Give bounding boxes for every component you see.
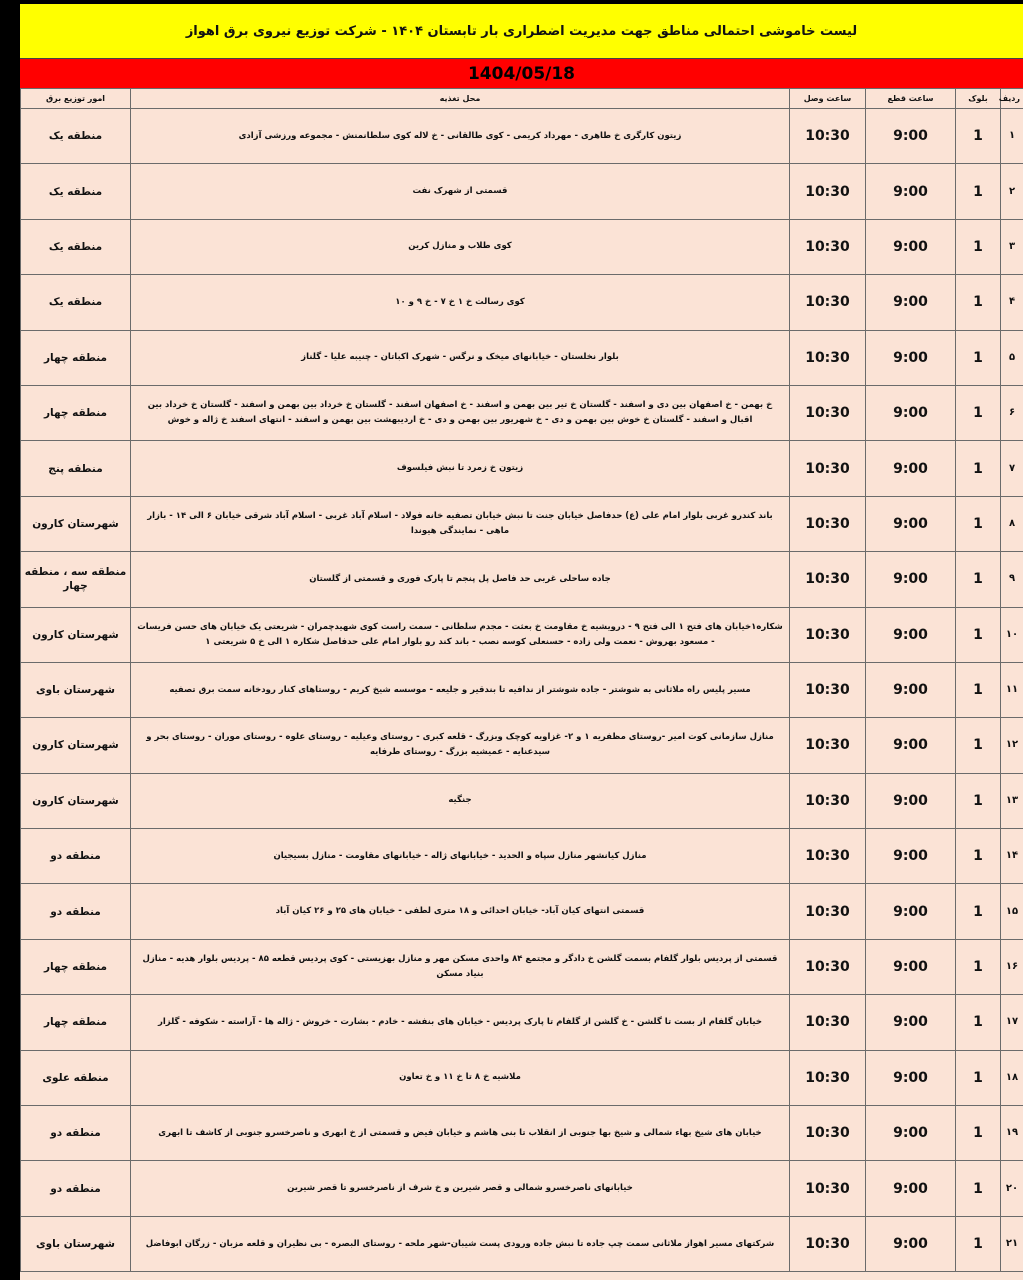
cut-time-cell: 9:00 <box>866 718 956 773</box>
block-cell: 1 <box>956 884 1001 939</box>
table-row <box>21 1161 1023 1216</box>
affairs-cell: شهرستان کارون <box>21 773 131 828</box>
block-cell: 1 <box>956 330 1001 385</box>
block-cell: 1 <box>956 164 1001 219</box>
block-cell: 1 <box>956 385 1001 440</box>
location-cell: زیتون خ زمرد تا نبش فیلسوف <box>131 441 790 496</box>
header-row-number: ردیف <box>1001 89 1023 109</box>
connect-time-cell: 10:30 <box>790 441 866 496</box>
cut-time-cell: 9:00 <box>866 662 956 717</box>
block-cell: 1 <box>956 275 1001 330</box>
table-row <box>21 884 1023 939</box>
table-row <box>21 829 1023 884</box>
header-affairs: امور توزیع برق <box>21 89 131 109</box>
location-cell: شکاره۱خیابان های فتح ۱ الی فتح ۹ - درویشیه خ مقاومت خ بعثت - مجدم سلطانی - سمت راست کوی شهیدچمران - شریعتی یک خیابان های حسن فریسات - مسعود بهروش - نعمت ولی زاده - حسنعلی کوسه نصب - باند کند رو بلوار امام علی حدفاصل شکاره ۱ الی خ ۵ شریعتی ۱ <box>131 607 790 662</box>
block-cell: 1 <box>956 496 1001 551</box>
block-cell: 1 <box>956 829 1001 884</box>
cut-time-cell: 9:00 <box>866 884 956 939</box>
location-cell: خ بهمن - خ اصفهان بین دی و اسفند - گلستان خ تیر بین بهمن و اسفند - خ اصفهان اسفند - گلستان خ خرداد بین بهمن و اسفند - گلستان خ خرداد بین اقبال و اسفند - گلستان خ خوش بین بهمن و دی - خ شهریور بین بهمن و دی - خ اردیبهشت بین بهمن و اسفند - انتهای اسفند خ ژاله و خوش <box>131 385 790 440</box>
table-row <box>21 607 1023 662</box>
location-cell: منازل سازمانی کوت امیر -روستای مظفریه ۱ و ۲- غزاویه کوچک وبزرگ - قلعه کبری - روستای وعیلیه - روستای علوه - روستای موران - روستای بحر و سیدعنایه - عمیشیه بزرگ - روستای طرفایه <box>131 718 790 773</box>
affairs-cell: منطقه دو <box>21 884 131 939</box>
row-number-cell: ۹ <box>1001 552 1023 607</box>
table-row <box>21 1050 1023 1105</box>
header-connect-time: ساعت وصل <box>790 89 866 109</box>
page-title: لیست خاموشی احتمالی مناطق جهت مدیریت اضطراری بار تابستان ۱۴۰۴ - شرکت توزیع نیروی برق اهواز <box>20 4 1023 59</box>
connect-time-cell: 10:30 <box>790 939 866 994</box>
affairs-cell: منطقه چهار <box>21 385 131 440</box>
connect-time-cell: 10:30 <box>790 995 866 1050</box>
row-number-cell: ۱۴ <box>1001 829 1023 884</box>
affairs-cell: منطقه دو <box>21 1161 131 1216</box>
affairs-cell: منطقه چهار <box>21 939 131 994</box>
row-number-cell: ۶ <box>1001 385 1023 440</box>
outage-sheet <box>20 4 1023 1280</box>
table-row <box>21 441 1023 496</box>
cut-time-cell: 9:00 <box>866 496 956 551</box>
location-cell: مسیر پلیس راه ملاثانی به شوشتر - جاده شوشتر از ندافیه تا بندقیر و جلیعه - موسسه شیخ کریم - روستاهای کنار رودخانه سمت برق تصفیه <box>131 662 790 717</box>
table-row <box>21 718 1023 773</box>
row-number-cell: ۲ <box>1001 164 1023 219</box>
block-cell: 1 <box>956 1161 1001 1216</box>
block-cell: 1 <box>956 441 1001 496</box>
affairs-cell: منطقه یک <box>21 219 131 274</box>
block-cell: 1 <box>956 718 1001 773</box>
cut-time-cell: 9:00 <box>866 773 956 828</box>
connect-time-cell: 10:30 <box>790 607 866 662</box>
cut-time-cell: 9:00 <box>866 995 956 1050</box>
affairs-cell: شهرستان کارون <box>21 718 131 773</box>
table-header-row <box>21 89 1023 109</box>
affairs-cell: منطقه چهار <box>21 330 131 385</box>
connect-time-cell: 10:30 <box>790 1106 866 1161</box>
affairs-cell: منطقه چهار <box>21 995 131 1050</box>
row-number-cell: ۳ <box>1001 219 1023 274</box>
affairs-cell: شهرستان باوی <box>21 662 131 717</box>
table-body <box>21 109 1023 1272</box>
row-number-cell: ۸ <box>1001 496 1023 551</box>
location-cell: جنگیه <box>131 773 790 828</box>
connect-time-cell: 10:30 <box>790 275 866 330</box>
block-cell: 1 <box>956 607 1001 662</box>
connect-time-cell: 10:30 <box>790 884 866 939</box>
affairs-cell: منطقه یک <box>21 109 131 164</box>
block-cell: 1 <box>956 1106 1001 1161</box>
connect-time-cell: 10:30 <box>790 164 866 219</box>
cut-time-cell: 9:00 <box>866 1106 956 1161</box>
table-row <box>21 275 1023 330</box>
cut-time-cell: 9:00 <box>866 829 956 884</box>
location-cell: خیابان گلفام از بست تا گلشن - خ گلشن از گلفام تا پارک پردیس - خیابان های بنفشه - خادم - بشارت - خروش - ژاله ها - آراسته - شکوفه - گلزار <box>131 995 790 1050</box>
location-cell: شرکتهای مسیر اهواز ملاثانی سمت چپ جاده تا نبش جاده ورودی پست شیبان-شهر ملحه - روستای البصره - بی نظیران و قلعه مزبان - زرگان ابوفاضل <box>131 1216 790 1271</box>
outage-table <box>20 88 1023 1272</box>
cut-time-cell: 9:00 <box>866 441 956 496</box>
location-cell: منازل کیانشهر منازل سپاه و الحدید - خیابانهای ژاله - خیابانهای مقاومت - منازل بسیجیان <box>131 829 790 884</box>
block-cell: 1 <box>956 109 1001 164</box>
connect-time-cell: 10:30 <box>790 385 866 440</box>
connect-time-cell: 10:30 <box>790 330 866 385</box>
block-cell: 1 <box>956 1216 1001 1271</box>
location-cell: بلوار نخلستان - خیابانهای میخک و نرگس - شهرک اکباتان - چنیبه علیا - گلناز <box>131 330 790 385</box>
block-cell: 1 <box>956 1050 1001 1105</box>
row-number-cell: ۱۵ <box>1001 884 1023 939</box>
cut-time-cell: 9:00 <box>866 219 956 274</box>
location-cell: قسمتی انتهای کیان آباد- خیابان احدائی و ۱۸ متری لطفی - خیابان های ۲۵ و ۲۶ کیان آباد <box>131 884 790 939</box>
row-number-cell: ۱۲ <box>1001 718 1023 773</box>
table-row <box>21 219 1023 274</box>
row-number-cell: ۱۷ <box>1001 995 1023 1050</box>
table-row <box>21 939 1023 994</box>
table-row <box>21 773 1023 828</box>
connect-time-cell: 10:30 <box>790 773 866 828</box>
row-number-cell: ۱۳ <box>1001 773 1023 828</box>
block-cell: 1 <box>956 939 1001 994</box>
connect-time-cell: 10:30 <box>790 718 866 773</box>
table-row <box>21 496 1023 551</box>
table-row <box>21 1106 1023 1161</box>
cut-time-cell: 9:00 <box>866 164 956 219</box>
row-number-cell: ۲۰ <box>1001 1161 1023 1216</box>
location-cell: جاده ساحلی غربی حد فاصل پل پنجم تا پارک فوری و قسمتی از گلستان <box>131 552 790 607</box>
row-number-cell: ۱۱ <box>1001 662 1023 717</box>
cut-time-cell: 9:00 <box>866 1161 956 1216</box>
connect-time-cell: 10:30 <box>790 1161 866 1216</box>
connect-time-cell: 10:30 <box>790 552 866 607</box>
cut-time-cell: 9:00 <box>866 939 956 994</box>
connect-time-cell: 10:30 <box>790 219 866 274</box>
affairs-cell: شهرستان کارون <box>21 607 131 662</box>
cut-time-cell: 9:00 <box>866 1050 956 1105</box>
row-number-cell: ۴ <box>1001 275 1023 330</box>
row-number-cell: ۵ <box>1001 330 1023 385</box>
affairs-cell: شهرستان باوی <box>21 1216 131 1271</box>
cut-time-cell: 9:00 <box>866 1216 956 1271</box>
connect-time-cell: 10:30 <box>790 1050 866 1105</box>
location-cell: قسمتی از شهرک نفت <box>131 164 790 219</box>
affairs-cell: منطقه پنج <box>21 441 131 496</box>
table-row <box>21 1216 1023 1271</box>
block-cell: 1 <box>956 662 1001 717</box>
header-cut-time: ساعت قطع <box>866 89 956 109</box>
row-number-cell: ۱۶ <box>1001 939 1023 994</box>
connect-time-cell: 10:30 <box>790 496 866 551</box>
location-cell: کوی طلاب و منازل کرین <box>131 219 790 274</box>
cut-time-cell: 9:00 <box>866 109 956 164</box>
block-cell: 1 <box>956 552 1001 607</box>
location-cell: ملاشیه خ ۸ تا خ ۱۱ و خ تعاون <box>131 1050 790 1105</box>
row-number-cell: ۱۸ <box>1001 1050 1023 1105</box>
connect-time-cell: 10:30 <box>790 662 866 717</box>
header-block: بلوک <box>956 89 1001 109</box>
connect-time-cell: 10:30 <box>790 829 866 884</box>
affairs-cell: منطقه یک <box>21 275 131 330</box>
table-row <box>21 662 1023 717</box>
table-row <box>21 164 1023 219</box>
affairs-cell: منطقه علوی <box>21 1050 131 1105</box>
block-cell: 1 <box>956 219 1001 274</box>
row-number-cell: ۷ <box>1001 441 1023 496</box>
table-row <box>21 552 1023 607</box>
affairs-cell: منطقه سه ، منطقه چهار <box>21 552 131 607</box>
cut-time-cell: 9:00 <box>866 330 956 385</box>
location-cell: زیتون کارگری خ طاهری - مهرداد کریمی - کوی طالقانی - خ لاله کوی سلطانمنش - مجموعه ورزشی آزادی <box>131 109 790 164</box>
table-row <box>21 330 1023 385</box>
location-cell: خیابانهای ناصرخسرو شمالی و قصر شیرین و خ شرف از ناصرخسرو تا قصر شیرین <box>131 1161 790 1216</box>
block-cell: 1 <box>956 995 1001 1050</box>
cut-time-cell: 9:00 <box>866 385 956 440</box>
location-cell: کوی رسالت خ ۱ خ ۷ - خ ۹ و ۱۰ <box>131 275 790 330</box>
table-row <box>21 109 1023 164</box>
cut-time-cell: 9:00 <box>866 607 956 662</box>
location-cell: قسمتی از پردیس بلوار گلفام بسمت گلشن خ دادگر و مجتمع ۸۴ واحدی مسکن مهر و منازل بهزیستی - کوی پردیس قطعه ۸۵ - پردیس بلوار هدیه - منازل بنیاد مسکن <box>131 939 790 994</box>
date-banner: 1404/05/18 <box>20 59 1023 88</box>
table-row <box>21 995 1023 1050</box>
row-number-cell: ۱ <box>1001 109 1023 164</box>
affairs-cell: منطقه یک <box>21 164 131 219</box>
affairs-cell: منطقه دو <box>21 829 131 884</box>
affairs-cell: شهرستان کارون <box>21 496 131 551</box>
row-number-cell: ۲۱ <box>1001 1216 1023 1271</box>
connect-time-cell: 10:30 <box>790 1216 866 1271</box>
location-cell: باند کندرو غربی بلوار امام علی (ع) حدفاصل خیابان جنت تا نبش خیابان تصفیه خانه فولاد - اسلام آباد غربی - اسلام آباد شرقی خیابان ۶ الی ۱۴ - بازار ماهی - نمایندگی هیوندا <box>131 496 790 551</box>
cut-time-cell: 9:00 <box>866 552 956 607</box>
affairs-cell: منطقه دو <box>21 1106 131 1161</box>
connect-time-cell: 10:30 <box>790 109 866 164</box>
table-row <box>21 385 1023 440</box>
row-number-cell: ۱۹ <box>1001 1106 1023 1161</box>
header-location: محل تغذیه <box>131 89 790 109</box>
block-cell: 1 <box>956 773 1001 828</box>
row-number-cell: ۱۰ <box>1001 607 1023 662</box>
cut-time-cell: 9:00 <box>866 275 956 330</box>
location-cell: خیابان های شیخ بهاء شمالی و شیخ بها جنوبی از انقلاب تا بنی هاشم و خیابان فیض و قسمتی از خ ابهری و ناصرخسرو جنوبی از کاشف تا ابهری <box>131 1106 790 1161</box>
